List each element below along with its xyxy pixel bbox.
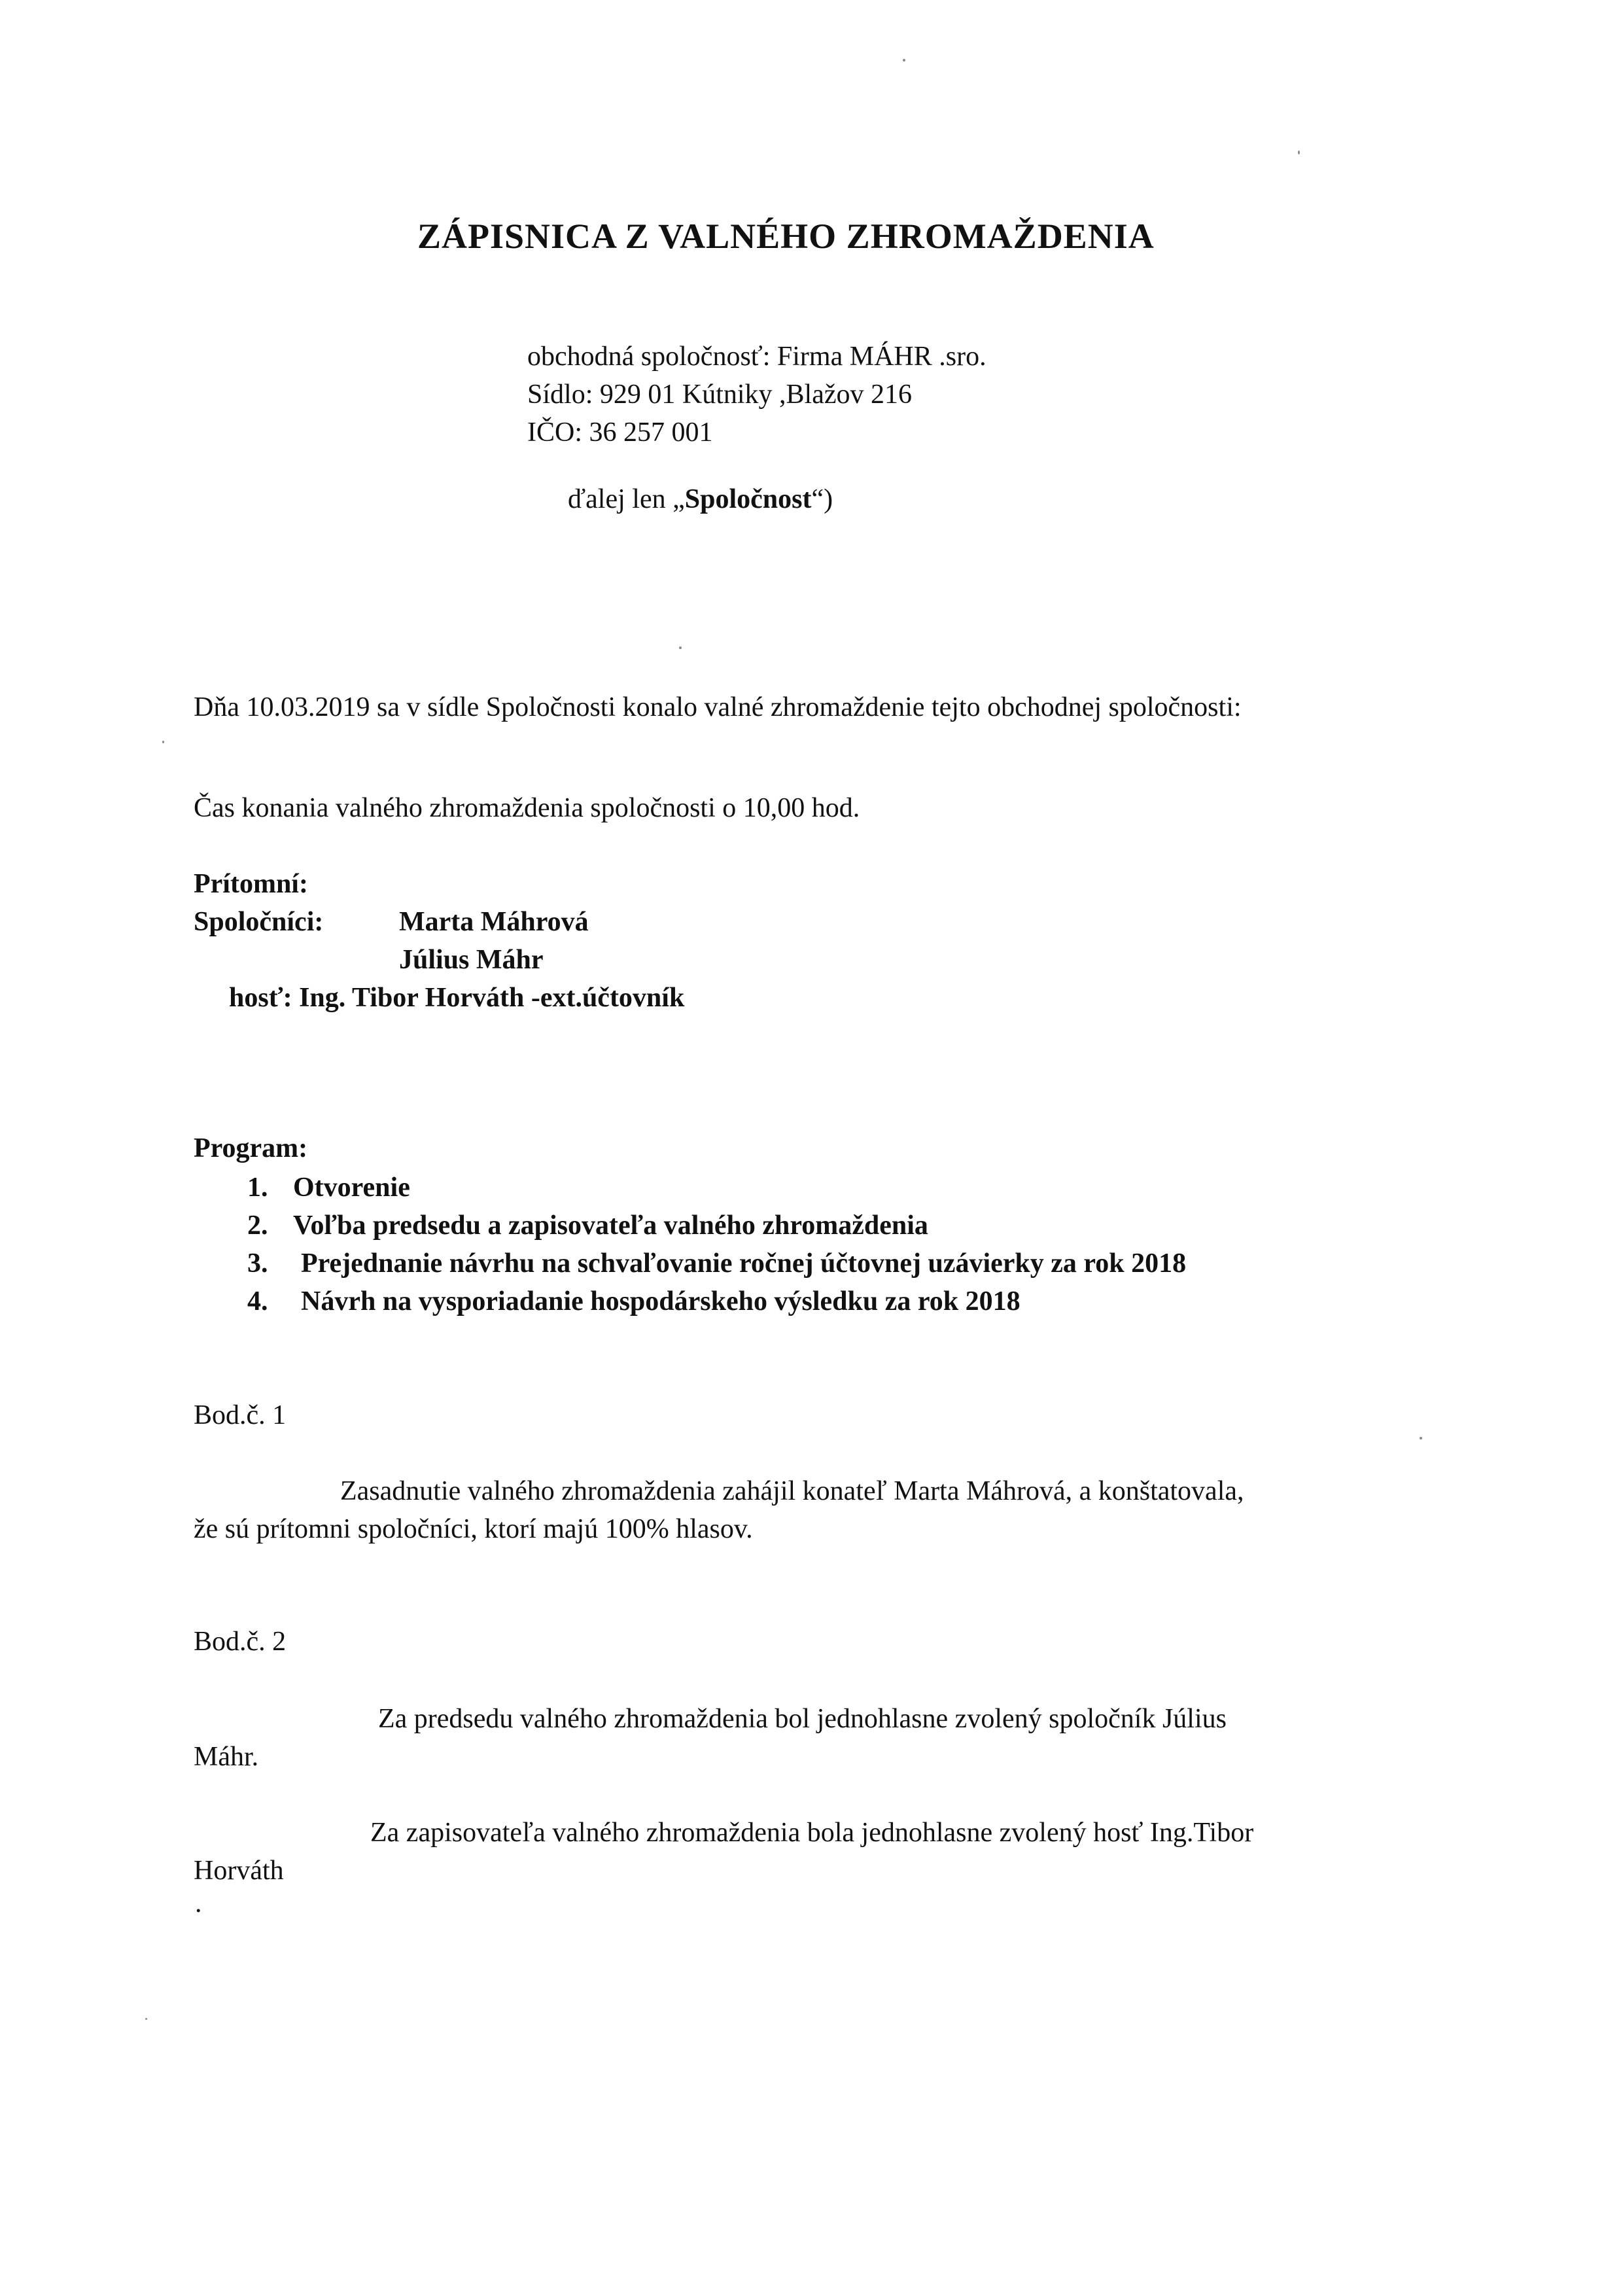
partners-label: Spoločníci: — [194, 907, 324, 937]
program-item-text: Návrh na vysporiadanie hospodárskeho výsledku za rok 2018 — [301, 1286, 1021, 1316]
scan-speck — [679, 646, 682, 649]
program-heading: Program: — [194, 1133, 308, 1163]
scan-speck — [1298, 150, 1300, 154]
company-ico-line: IČO: 36 257 001 — [527, 417, 713, 448]
intro-paragraph: Dňa 10.03.2019 sa v sídle Spoločnosti konalo valné zhromaždenie tejto obchodnej spoločnosti: — [194, 692, 1242, 722]
point-2-recorder-line2: Horváth — [194, 1856, 284, 1886]
alias-prefix: ďalej len „ — [568, 484, 685, 514]
document-title: ZÁPISNICA Z VALNÉHO ZHROMAŽDENIA — [417, 217, 1155, 256]
program-item-text: Prejednanie návrhu na schvaľovanie ročnej účtovnej uzávierky za rok 2018 — [301, 1248, 1187, 1279]
point-1-text-line1: Zasadnutie valného zhromaždenia zahájil konateľ Marta Máhrová, a konštatovala, — [340, 1476, 1244, 1506]
company-name-line: obchodná spoločnosť: Firma MÁHR .sro. — [527, 342, 986, 372]
point-2-trailing-dot: . — [195, 1888, 202, 1918]
program-item-text: Otvorenie — [293, 1173, 410, 1203]
scan-speck — [1420, 1437, 1422, 1439]
company-alias-line — [568, 483, 833, 516]
attendance-heading: Prítomní: — [194, 869, 308, 899]
program-item-number: 3. — [247, 1248, 268, 1279]
partner-name: Július Máhr — [399, 945, 544, 975]
point-1-label: Bod.č. 1 — [194, 1400, 287, 1430]
point-2-chairman-line2: Máhr. — [194, 1742, 259, 1772]
guest-line: hosť: Ing. Tibor Horváth -ext.účtovník — [229, 983, 685, 1013]
scan-speck — [903, 59, 905, 62]
point-1-text-line2: že sú prítomni spoločníci, ktorí majú 100% hlasov. — [194, 1514, 753, 1544]
alias-bold: Spoločnost — [684, 484, 812, 514]
scan-speck — [162, 741, 164, 743]
point-2-chairman-line1: Za predsedu valného zhromaždenia bol jednohlasne zvolený spoločník Július — [378, 1704, 1227, 1734]
program-item-number: 4. — [247, 1286, 268, 1316]
company-seat-line: Sídlo: 929 01 Kútniky ,Blažov 216 — [527, 380, 912, 410]
point-2-recorder-line1: Za zapisovateľa valného zhromaždenia bola jednohlasne zvolený hosť Ing.Tibor — [370, 1818, 1254, 1848]
alias-suffix: “) — [811, 484, 833, 514]
scan-speck — [145, 2018, 147, 2020]
program-item-number: 1. — [247, 1173, 268, 1203]
point-2-label: Bod.č. 2 — [194, 1627, 287, 1657]
partner-name: Marta Máhrová — [399, 907, 589, 937]
program-item-number: 2. — [247, 1210, 268, 1241]
program-item-text: Voľba predsedu a zapisovateľa valného zhromaždenia — [293, 1210, 928, 1241]
time-line: Čas konania valného zhromaždenia spoločnosti o 10,00 hod. — [194, 793, 860, 823]
